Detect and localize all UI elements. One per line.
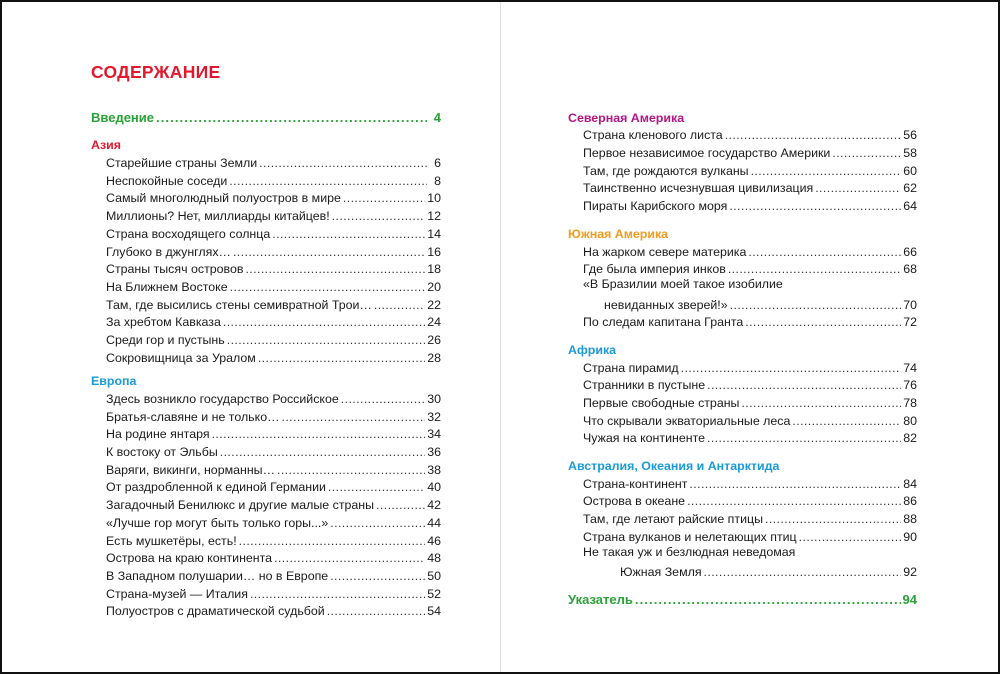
dot-leader [258, 351, 425, 365]
toc-entry-title: Острова на краю континента [106, 551, 273, 566]
toc-entry-title: Есть мушкетёры, есть! [106, 533, 237, 548]
toc-entry[interactable] [91, 441, 441, 459]
dot-leader [799, 530, 902, 544]
toc-entry-page: 66 [903, 244, 917, 259]
toc-entry[interactable] [568, 142, 917, 160]
dot-leader [328, 480, 425, 494]
toc-entry-title: Самый многолюдный полуостров в мире [106, 191, 341, 206]
toc-entry[interactable] [91, 294, 441, 312]
dot-leader [230, 280, 426, 294]
toc-entry-page: 34 [427, 427, 441, 442]
section-heading-europe: Европа [91, 374, 137, 389]
section-heading-australia: Австралия, Океания и Антарктида [568, 459, 780, 474]
toc-entry[interactable] [91, 170, 441, 188]
toc-entry-title: Чужая на континенте [583, 431, 705, 446]
toc-entry-title: Неспокойные соседи [106, 173, 228, 188]
toc-entry[interactable] [568, 428, 917, 446]
dot-leader [745, 315, 901, 329]
toc-entry-page: 24 [427, 315, 441, 330]
toc-entry-page: 70 [903, 297, 917, 312]
toc-entry-page: 12 [427, 209, 441, 224]
dot-leader [792, 414, 901, 428]
toc-entry-page: 56 [903, 128, 917, 143]
toc-entry-title: Страна-музей — Италия [106, 586, 248, 601]
dot-leader [751, 164, 902, 178]
toc-entry-page: 54 [427, 604, 441, 619]
toc-entry-page: 22 [427, 297, 441, 312]
toc-entry-title: По следам капитана Гранта [583, 315, 744, 330]
toc-entry-multiline[interactable] [568, 276, 917, 311]
toc-entry-page: 6 [434, 156, 441, 171]
toc-entry-index[interactable] [568, 589, 917, 607]
toc-entry-title: На родине янтаря [106, 427, 210, 442]
toc-entry-title: Острова в океане [583, 494, 686, 509]
dot-leader [689, 477, 901, 491]
toc-entry-page: 84 [903, 476, 917, 491]
toc-entry-page: 40 [427, 480, 441, 495]
page-fold [500, 2, 501, 672]
dot-leader [332, 209, 426, 223]
toc-entry-title: Среди гор и пустынь [106, 332, 225, 347]
toc-entry[interactable] [91, 152, 441, 170]
dot-leader [259, 156, 427, 170]
toc-entry[interactable] [91, 512, 441, 530]
dot-leader [707, 431, 901, 445]
section-heading-africa: Африка [568, 342, 617, 357]
toc-entry-title: Страна восходящего солнца [106, 226, 271, 241]
toc-entry[interactable] [91, 548, 441, 566]
toc-entry-title: К востоку от Эльбы [106, 445, 218, 460]
toc-entry-page: 76 [903, 378, 917, 393]
dot-leader [748, 245, 901, 259]
toc-entry-title: Первое независимое государство Америки [583, 146, 831, 161]
toc-entry[interactable] [91, 312, 441, 330]
toc-entry-title: Таинственно исчезнувшая цивилизация [583, 181, 814, 196]
toc-entry[interactable] [91, 565, 441, 583]
toc-entry[interactable] [91, 276, 441, 294]
toc-entry-page: 14 [427, 226, 441, 241]
toc-entry[interactable] [91, 583, 441, 601]
toc-entry-page: 4 [433, 109, 441, 125]
dot-leader [212, 427, 426, 441]
dot-leader [707, 378, 901, 392]
toc-entry-title: Полуостров с драматической судьбой [106, 604, 325, 619]
dot-leader [239, 534, 426, 548]
toc-entry-title: Первые свободные страны [583, 396, 740, 410]
toc-entry-page: 46 [427, 533, 441, 548]
toc-entry-title: От раздробленной к единой Германии [106, 480, 326, 495]
toc-entry[interactable] [91, 347, 441, 365]
toc-entry-title: Страна-континент [583, 476, 688, 491]
toc-entry[interactable] [91, 477, 441, 495]
toc-entry-page: 92 [903, 565, 917, 580]
dot-leader [729, 199, 901, 213]
dot-leader [341, 392, 425, 406]
toc-entry[interactable] [568, 392, 917, 410]
toc-entry-page: 18 [427, 262, 441, 277]
toc-entry[interactable] [568, 473, 917, 491]
toc-entry-title-line1: «В Бразилии моей такое изобилие [583, 277, 783, 292]
section-heading-asia: Азия [91, 138, 121, 153]
dot-leader [704, 565, 902, 579]
toc-entry-title: Странники в пустыне [583, 378, 706, 393]
toc-entry-page: 28 [427, 350, 441, 365]
section-list-south-america [568, 241, 917, 276]
dot-leader [233, 245, 425, 259]
toc-entry-title-line2: Южная Земля [620, 565, 702, 580]
toc-entry-page: 86 [903, 494, 917, 509]
toc-entry[interactable] [568, 410, 917, 428]
dot-leader [272, 227, 425, 241]
toc-entry-page: 64 [903, 199, 917, 214]
page-title: СОДЕРЖАНИЕ [91, 62, 221, 82]
dot-leader [220, 445, 425, 459]
toc-entry-title: Сокровищница за Уралом [106, 350, 256, 365]
toc-entry-title-line2: невиданных зверей!» [604, 297, 728, 312]
toc-entry-page: 58 [903, 146, 917, 161]
toc-entry-title: Страна пирамид [583, 360, 679, 375]
dot-leader [343, 191, 425, 205]
toc-entry-page: 26 [427, 332, 441, 347]
toc-entry[interactable] [568, 508, 917, 526]
dot-leader [681, 361, 902, 375]
toc-entry[interactable] [568, 125, 917, 143]
toc-entry-multiline[interactable] [568, 544, 917, 579]
toc-entry-title: Варяги, викинги, норманны… [106, 462, 275, 477]
section-list-europe [91, 388, 441, 618]
dot-leader [327, 604, 426, 618]
toc-entry-title: В Западном полушарии… но в Европе [106, 568, 329, 583]
toc-entry-title: Загадочный Бенилюкс и другие малые страны [106, 498, 375, 513]
toc-entry[interactable] [568, 160, 917, 178]
toc-entry-title: Что скрывали экваториальные леса [583, 413, 791, 428]
toc-entry-page: 72 [903, 315, 917, 330]
toc-entry-page: 94 [902, 591, 917, 607]
toc-entry-title: Введение [91, 109, 154, 125]
toc-entry-page: 88 [903, 512, 917, 527]
toc-entry-page: 16 [427, 244, 441, 259]
dot-leader [250, 587, 425, 601]
toc-entry-page: 44 [427, 515, 441, 530]
dot-leader [274, 551, 425, 565]
toc-entry[interactable] [91, 329, 441, 347]
toc-entry[interactable] [91, 530, 441, 548]
toc-entry-title: Указатель [568, 591, 633, 607]
toc-entry-page: 74 [903, 360, 917, 375]
toc-entry-page: 48 [427, 551, 441, 566]
toc-entry-page: 52 [427, 586, 441, 601]
dot-leader [687, 494, 901, 508]
toc-entry-page: 80 [903, 413, 917, 428]
dot-leader [281, 410, 425, 424]
toc-entry[interactable] [91, 188, 441, 206]
section-list-north-america [568, 125, 917, 213]
toc-entry-page: 30 [427, 392, 441, 406]
toc-entry-title: Где была империя инков [583, 262, 726, 277]
toc-left-column [91, 107, 441, 618]
toc-entry-title: На Ближнем Востоке [106, 279, 228, 294]
dot-leader [245, 262, 425, 276]
dot-leader [229, 174, 427, 188]
toc-entry-page: 50 [427, 568, 441, 583]
toc-entry-page: 8 [434, 173, 441, 188]
toc-entry[interactable] [568, 312, 917, 330]
toc-entry-title: Миллионы? Нет, миллиарды китайцев! [106, 209, 330, 224]
toc-entry[interactable] [568, 241, 917, 259]
toc-entry[interactable] [91, 601, 441, 619]
toc-entry-title: Братья-славяне и не только… [106, 409, 280, 424]
toc-entry-title: Там, где высились стены семивратной Трои… [106, 297, 372, 312]
toc-right-column [568, 107, 917, 607]
toc-entry[interactable] [91, 424, 441, 442]
toc-entry-title: Страна вулканов и нелетающих птиц [583, 529, 797, 544]
toc-entry-page: 32 [427, 409, 441, 424]
toc-entry-title: «Лучше гор могут быть только горы...» [106, 515, 329, 530]
toc-entry[interactable] [568, 195, 917, 213]
section-list-australia [568, 473, 917, 544]
toc-entry-title: За хребтом Кавказа [106, 315, 221, 330]
dot-leader [277, 463, 425, 477]
dot-leader [156, 111, 427, 125]
dot-leader [730, 298, 902, 312]
toc-entry-title: Старейшие страны Земли [106, 156, 258, 171]
toc-entry-page: 20 [427, 279, 441, 294]
toc-entry-title: Пираты Карибского моря [583, 199, 728, 214]
toc-entry[interactable] [568, 178, 917, 196]
section-heading-south-america: Южная Америка [568, 226, 669, 241]
dot-leader [728, 262, 901, 276]
toc-entry-title: На жарком севере материка [583, 244, 747, 259]
toc-entry-page: 82 [903, 431, 917, 446]
dot-leader [725, 128, 902, 142]
toc-entry-title: Глубоко в джунглях… [106, 244, 231, 259]
dot-leader [223, 315, 425, 329]
section-heading-north-america: Северная Америка [568, 110, 685, 125]
dot-leader [330, 569, 425, 583]
toc-entry[interactable] [568, 357, 917, 375]
dot-leader [741, 396, 901, 410]
section-list-africa [568, 357, 917, 445]
toc-entry-page: 42 [427, 498, 441, 513]
toc-entry[interactable] [568, 375, 917, 393]
dot-leader [376, 498, 425, 512]
toc-entry-page: 62 [903, 181, 917, 196]
toc-entry[interactable] [91, 223, 441, 241]
toc-entry-page: 36 [427, 445, 441, 460]
toc-entry-page: 10 [427, 191, 441, 206]
dot-leader [765, 512, 901, 526]
toc-entry-title: Там, где летают райские птицы [583, 512, 763, 527]
dot-leader [227, 333, 425, 347]
dot-leader [374, 298, 425, 312]
toc-entry-title: Там, где рождаются вулканы [583, 163, 749, 178]
dot-leader [832, 146, 901, 160]
toc-entry[interactable] [568, 526, 917, 544]
dot-leader [635, 593, 901, 607]
dot-leader [330, 516, 425, 530]
toc-entry-title: Страны тысяч островов [106, 262, 244, 277]
section-list-asia [91, 152, 441, 364]
toc-entry[interactable] [91, 388, 441, 406]
toc-entry[interactable] [91, 259, 441, 277]
toc-entry-intro[interactable] [91, 107, 441, 125]
toc-entry-title-line1: Не такая уж и безлюдная неведомая [583, 544, 796, 559]
toc-entry[interactable] [91, 241, 441, 259]
toc-entry-page: 90 [903, 529, 917, 544]
toc-entry[interactable] [568, 259, 917, 277]
toc-entry-page: 68 [903, 262, 917, 277]
toc-entry[interactable] [91, 406, 441, 424]
toc-entry[interactable] [91, 494, 441, 512]
toc-entry[interactable] [91, 205, 441, 223]
toc-entry-page: 78 [903, 396, 917, 410]
toc-entry-page: 38 [427, 462, 441, 477]
dot-leader [815, 181, 901, 195]
toc-entry-page: 60 [903, 163, 917, 178]
toc-entry-title: Здесь возникло государство Российское [106, 392, 339, 406]
toc-entry[interactable] [568, 491, 917, 509]
toc-entry-title: Страна кленового листа [583, 128, 723, 143]
toc-entry[interactable] [91, 459, 441, 477]
